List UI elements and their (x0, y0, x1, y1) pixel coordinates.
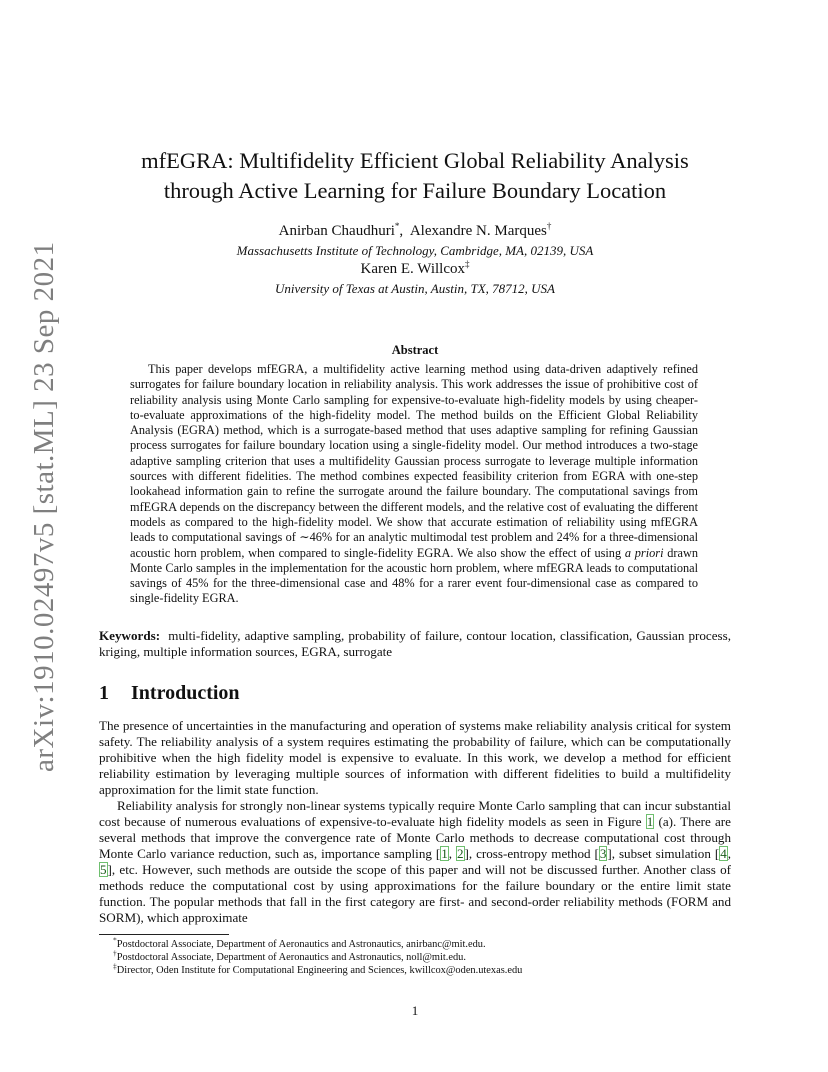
affiliation-1: Massachusetts Institute of Technology, Cambridge, MA, 02139, USA (236, 243, 594, 258)
title-line-1: mfEGRA: Multifidelity Efficient Global Reliability Analysis (141, 148, 689, 173)
footnote-1: *Postdoctoral Associate, Department of Aeronautics and Astronautics, anirbanc@mit.edu. (113, 935, 486, 950)
footnote-mark[interactable]: ‡ (465, 259, 470, 269)
citation-link[interactable]: 3 (599, 846, 607, 861)
section-number: 1 (99, 682, 109, 704)
citation-link[interactable]: 5 (100, 862, 107, 877)
keywords-label: Keywords: (99, 628, 161, 643)
title-line-2: through Active Learning for Failure Boundary Location (163, 178, 667, 203)
citation-link[interactable]: 1 (441, 846, 448, 861)
keywords (99, 628, 731, 660)
abstract-body-b: drawn Monte Carlo samples in the implementation for the acoustic horn problem, where mfEGRA leads to computational savings of 45% for the three-dimensional case and 48% for a rarer event four-dimensional case as compared to single-fidelity EGRA. (130, 545, 698, 606)
figure-reference-link[interactable]: 1 (646, 814, 654, 829)
author-line-2 (100, 260, 730, 278)
section-heading (99, 682, 240, 705)
author-line-1: Anirban Chaudhuri*, Alexandre N. Marques† (278, 221, 552, 239)
footnote-rule (99, 934, 229, 935)
footnote-mark[interactable]: † (546, 221, 552, 231)
author-name: Anirban Chaudhuri (278, 223, 395, 239)
section-title: Introduction (131, 682, 240, 704)
paper-title (100, 146, 730, 206)
author-name: Karen E. Willcox (360, 261, 465, 277)
keywords-list: multi-fidelity, adaptive sampling, probability of failure, contour location, classification, Gaussian process, kriging, multiple information sources, EGRA, surrogate (99, 628, 732, 659)
citation-link[interactable]: 4 (720, 846, 727, 861)
abstract-heading: Abstract (391, 343, 439, 357)
author-name: Alexandre N. Marques (409, 223, 547, 239)
abstract-text (130, 362, 698, 607)
arxiv-side-stamp: arXiv:1910.02497v5 [stat.ML] 23 Sep 2021 (28, 241, 60, 772)
citation-link[interactable]: 2 (456, 846, 464, 861)
abstract-body-a: This paper develops mfEGRA, a multifidelity active learning method using data-driven adaptively refined surrogates for failure boundary location in reliability analysis. This work addresses the issue of prohibitive cost of reliability analysis using Monte Carlo sampling for expensive-to-evaluate high-fidelity models by using cheaper-to-evaluate approximations of the high-fidelity model. The method builds on the Efficient Global Reliability Analysis (EGRA) method, which is a surrogate-based method that uses adaptive sampling for refining Gaussian process surrogates for failure boundary location using a single-fidelity model. Our method introduces a two-stage adaptive sampling criterion that uses a multifidelity Gaussian process surrogate to leverage multiple information sources with different fidelities. The method combines expected feasibility criterion from EGRA with one-step lookahead information gain to refine the surrogate around the failure boundary. The computational savings from mfEGRA depends on the discrepancy between the different models, and the relative cost of evaluating the different models as compared to the high-fidelity model. We show that accurate estimation of reliability using mfEGRA leads to computational savings of ∼46% for an analytic multimodal test problem and 24% for a three-dimensional acoustic horn problem, when compared to single-fidelity EGRA. We also show the effect of using (130, 362, 698, 560)
intro-paragraph-2: Reliability analysis for strongly non-linear systems typically require Monte Carlo sampling that can incur substantial cost because of numerous evaluations of expensive-to-evaluate high fidelity models as seen in Figure 1 (a). There are several methods that improve the convergence rate of Monte Carlo methods to decrease computational cost through Monte Carlo variance reduction, such as, importance sampling [1, 2], cross-entropy method [3], subset simulation [4, 5], etc. However, such methods are outside the scope of this paper and will not be discussed further. Another class of methods reduce the computational cost by using approximations for the failure boundary or the entire limit state function. The popular methods that fall in the first category are first- and second-order reliability methods (FORM and SORM), which approximate (99, 798, 732, 925)
page-number: 1 (411, 1003, 419, 1018)
affiliation-2: University of Texas at Austin, Austin, TX, 78712, USA (275, 281, 555, 296)
footnote-2: †Postdoctoral Associate, Department of Aeronautics and Astronautics, noll@mit.edu. (113, 948, 466, 963)
footnote-mark[interactable]: * (394, 221, 400, 231)
intro-paragraph-1: The presence of uncertainties in the manufacturing and operation of systems make reliability analysis critical for system safety. The reliability analysis of a system requires estimating the probability of failure, which can be computationally prohibitive when the high fidelity model is expensive to evaluate. In this work, we develop a method for efficient reliability estimation by leveraging multiple sources of information with different fidelities to build a multifidelity approximation for the limit state function. (99, 718, 731, 797)
abstract-italic: a priori (624, 545, 664, 560)
footnote-3: ‡Director, Oden Institute for Computational Engineering and Sciences, kwillcox@oden.utexas.edu (113, 961, 523, 976)
